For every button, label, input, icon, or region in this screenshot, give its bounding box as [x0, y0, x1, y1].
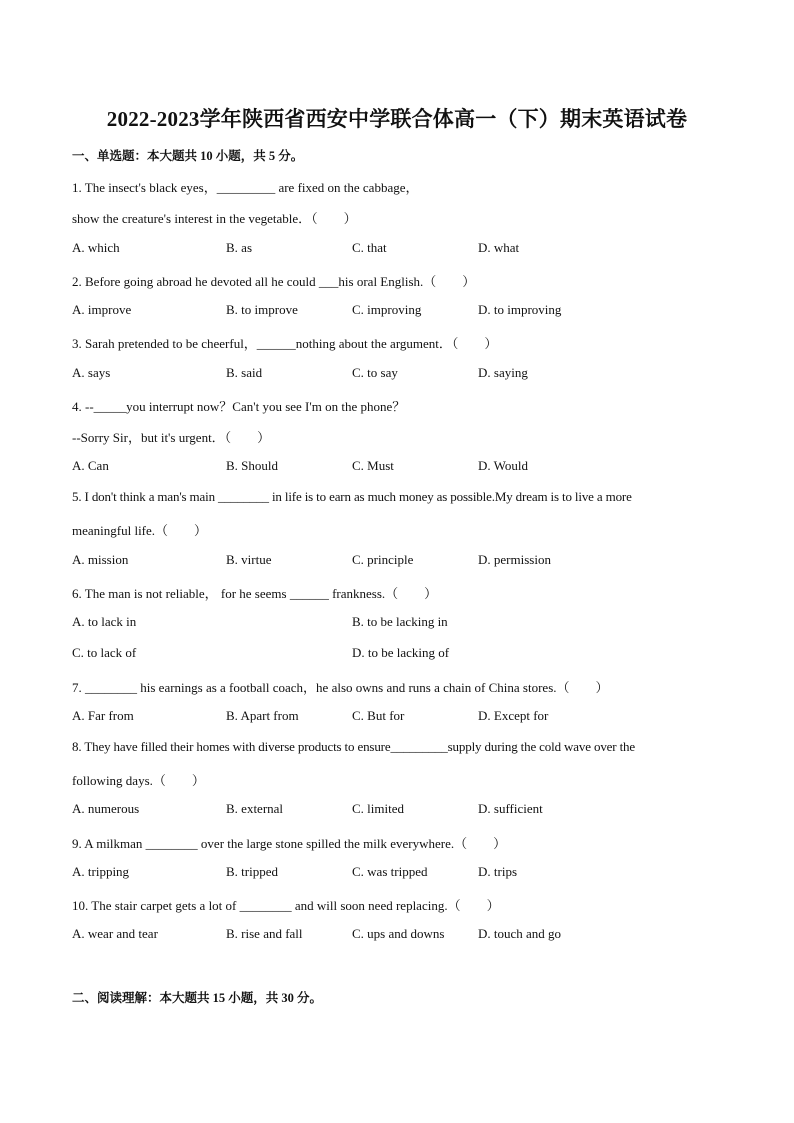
question-9-stem: 9. A milkman ________ over the large stone spilled the milk everywhere.（ ）: [72, 836, 507, 851]
option-d: D. Would: [478, 458, 528, 473]
question-6-options-row1: [72, 614, 732, 632]
question-7-options: [72, 708, 732, 726]
option-d: D. what: [478, 240, 520, 255]
option-b: B. rise and fall: [226, 926, 303, 941]
question-7-stem: 7. ________ his earnings as a football coach，he also owns and runs a chain of China stores.（ ）: [72, 680, 609, 695]
question-4-stem-cont: --Sorry Sir，but it's urgent．（ ）: [72, 430, 271, 445]
question-4-stem: 4. --_____you interrupt now？Can't you see I'm on the phone？: [72, 399, 406, 414]
option-d: D. to be lacking of: [352, 645, 450, 660]
exam-title: 2022-2023学年陕西省西安中学联合体高一（下）期末英语试卷: [106, 107, 688, 131]
question-8-options: [72, 801, 732, 819]
option-b: B. external: [226, 801, 284, 816]
question-3-options: [72, 365, 732, 383]
option-c: C. principle: [352, 552, 414, 567]
section-heading-reading: 二、阅读理解：本大题共 15 小题，共 30 分。: [72, 991, 323, 1005]
option-d: D. Except for: [478, 708, 549, 723]
option-a: A. numerous: [72, 801, 140, 816]
option-d: D. saying: [478, 365, 528, 380]
option-c: C. to say: [352, 365, 398, 380]
question-1-stem-cont: show the creature's interest in the vegetable．（ ）: [72, 211, 357, 226]
option-d: D. to improving: [478, 302, 562, 317]
question-1-options: [72, 240, 732, 258]
option-b: B. tripped: [226, 864, 278, 879]
option-b: B. to improve: [226, 302, 298, 317]
option-a: A. wear and tear: [72, 926, 158, 941]
question-5-stem-cont: meaningful life.（ ）: [72, 523, 208, 538]
option-a: A. improve: [72, 302, 132, 317]
option-d: D. touch and go: [478, 926, 562, 941]
question-5-options: [72, 552, 732, 570]
option-b: B. to be lacking in: [352, 614, 448, 629]
option-a: A. mission: [72, 552, 129, 567]
question-3-stem: 3. Sarah pretended to be cheerful，______nothing about the argument．（ ）: [72, 336, 498, 351]
option-b: B. Should: [226, 458, 279, 473]
question-6-stem: 6. The man is not reliable， for he seems ______ frankness.（ ）: [72, 586, 438, 601]
option-b: B. Apart from: [226, 708, 299, 723]
option-a: A. which: [72, 240, 120, 255]
option-a: A. Far from: [72, 708, 134, 723]
option-a: A. tripping: [72, 864, 130, 879]
option-c: C. improving: [352, 302, 422, 317]
section-heading-single-choice: 一、单选题：本大题共 10 小题，共 5 分。: [72, 149, 304, 163]
option-c: C. limited: [352, 801, 404, 816]
question-10-options: [72, 926, 732, 944]
question-8-stem-cont: following days.（ ）: [72, 773, 205, 788]
option-d: D. sufficient: [478, 801, 543, 816]
option-d: D. permission: [478, 552, 551, 567]
question-5-stem: 5. I don't think a man's main ________ in life is to earn as much money as possible.My dream is to live a more: [72, 489, 632, 504]
option-c: C. to lack of: [72, 645, 137, 660]
question-8-stem: 8. They have filled their homes with diverse products to ensure_________supply during the cold wave over the: [72, 739, 636, 754]
option-c: C. But for: [352, 708, 405, 723]
option-c: C. Must: [352, 458, 394, 473]
option-a: A. says: [72, 365, 111, 380]
option-b: B. as: [226, 240, 252, 255]
option-b: B. said: [226, 365, 263, 380]
option-c: C. that: [352, 240, 387, 255]
question-6-options-row2: [72, 645, 732, 663]
option-d: D. trips: [478, 864, 517, 879]
question-10-stem: 10. The stair carpet gets a lot of ________ and will soon need replacing.（ ）: [72, 898, 500, 913]
question-1-stem: 1. The insect's black eyes，_________ are fixed on the cabbage，: [72, 180, 419, 195]
option-b: B. virtue: [226, 552, 272, 567]
option-c: C. ups and downs: [352, 926, 445, 941]
option-c: C. was tripped: [352, 864, 428, 879]
question-2-stem: 2. Before going abroad he devoted all he could ___his oral English.（ ）: [72, 274, 476, 289]
question-2-options: [72, 302, 732, 320]
question-4-options: [72, 458, 732, 476]
option-a: A. to lack in: [72, 614, 137, 629]
option-a: A. Can: [72, 458, 109, 473]
question-9-options: [72, 864, 732, 882]
